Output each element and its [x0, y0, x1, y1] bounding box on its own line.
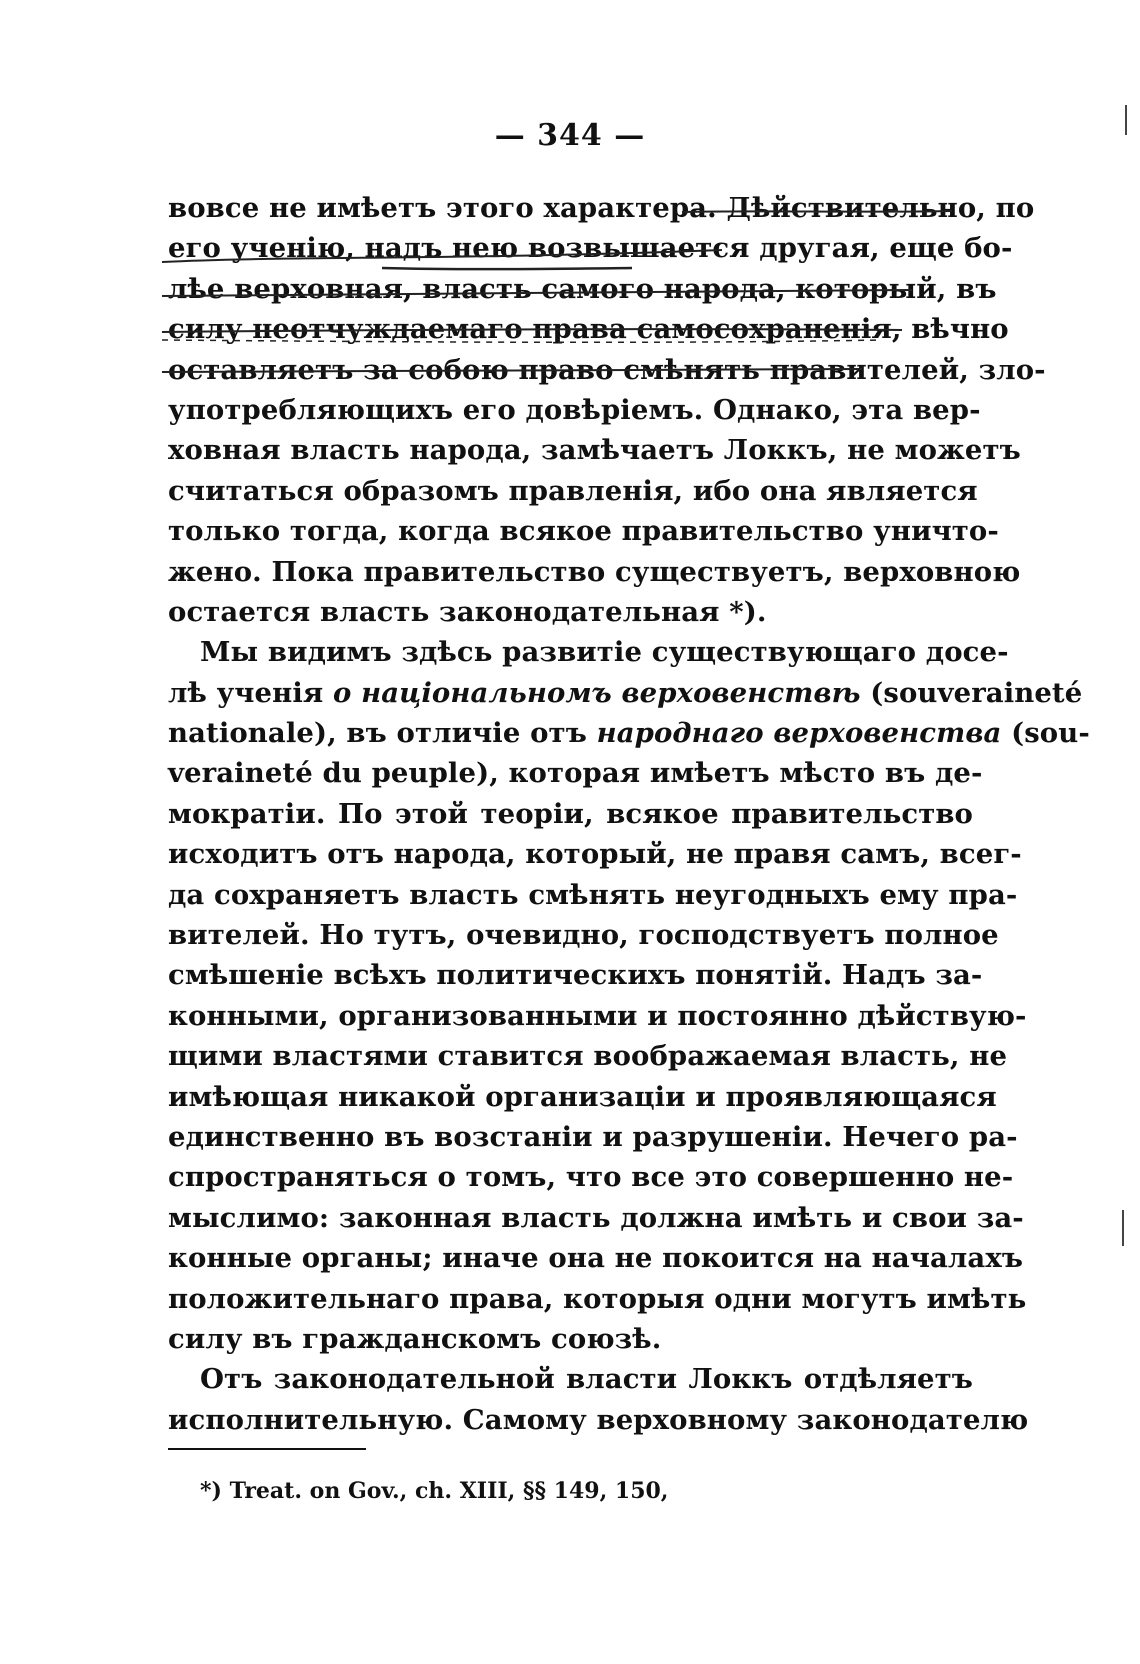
footnote-rule [168, 1448, 366, 1450]
text-line: конные органы; иначе она не покоится на началахъ [168, 1242, 1024, 1275]
text-line: Мы видимъ здѣсь развитіе существующаго досе- [200, 636, 1009, 669]
text-line: да сохраняетъ власть смѣнять неугодныхъ ему пра- [168, 878, 1018, 911]
text-line: только тогда, когда всякое правительство уничто- [168, 515, 999, 548]
text-line: остается власть законодательная *). [168, 595, 767, 628]
text-line: Отъ законодательной власти Локкъ отдѣляетъ [200, 1363, 973, 1396]
text-line: считаться образомъ правленія, ибо она является [168, 474, 978, 507]
text-line: его ученію, надъ нею возвышается другая, еще бо- [168, 232, 1013, 265]
text-line: имѣющая никакой организаціи и проявляющаяся [168, 1080, 997, 1113]
text-line: nationale), въ отличіе отъ народнаго верховенства (sou- [168, 717, 1090, 750]
text-line: силу неотчуждаемаго права самосохраненія, вѣчно [168, 313, 1009, 346]
text-line: исходитъ отъ народа, который, не правя самъ, всег- [168, 838, 1022, 871]
text-line: оставляетъ за собою право смѣнять правителей, зло- [168, 353, 1046, 386]
footnote: *) Treat. on Gov., ch. XIII, §§ 149, 150, [200, 1478, 669, 1504]
text-line: ховная власть народа, замѣчаетъ Локкъ, не можетъ [168, 434, 1021, 467]
text-line: лѣ ученія о національномъ верховенствѣ (souveraineté [168, 676, 1083, 709]
page-number: — 344 — [494, 118, 646, 153]
text-line: вителей. Но тутъ, очевидно, господствуетъ полное [168, 919, 999, 952]
text-line: щими властями ставится воображаемая власть, не [168, 1040, 1008, 1073]
text-line: жено. Пока правительство существуетъ, верховною [168, 555, 1021, 588]
scan-mark-top [1125, 105, 1127, 135]
text-line: единственно въ возстаніи и разрушеніи. Нечего ра- [168, 1120, 1018, 1153]
body-text [168, 188, 1090, 1440]
text-line: силу въ гражданскомъ союзѣ. [168, 1322, 662, 1355]
scan-mark-bottom [1122, 1210, 1124, 1246]
text-line: мыслимо: законная власть должна имѣть и свои за- [168, 1201, 1024, 1234]
text-line: исполнительную. Самому верховному законодателю [168, 1403, 1029, 1436]
text-line: спространяться о томъ, что все это совершенно не- [168, 1161, 1014, 1194]
text-line: мократіи. По этой теоріи, всякое правительство [168, 797, 973, 830]
text-line: лѣе верховная, власть самого народа, который, въ [168, 272, 997, 305]
text-line: veraineté du peuple), которая имѣетъ мѣсто въ де- [168, 757, 983, 790]
text-line: положительнаго права, которыя одни могутъ имѣть [168, 1282, 1027, 1315]
text-line: вовсе не имѣетъ этого характера. Дѣйствительно, по [168, 192, 1035, 224]
text-line: конными, организованными и постоянно дѣйствую- [168, 999, 1027, 1032]
text-line: смѣшеніе всѣхъ политическихъ понятій. Надъ за- [168, 959, 983, 992]
text-line: употребляющихъ его довѣріемъ. Однако, эта вер- [168, 393, 981, 426]
